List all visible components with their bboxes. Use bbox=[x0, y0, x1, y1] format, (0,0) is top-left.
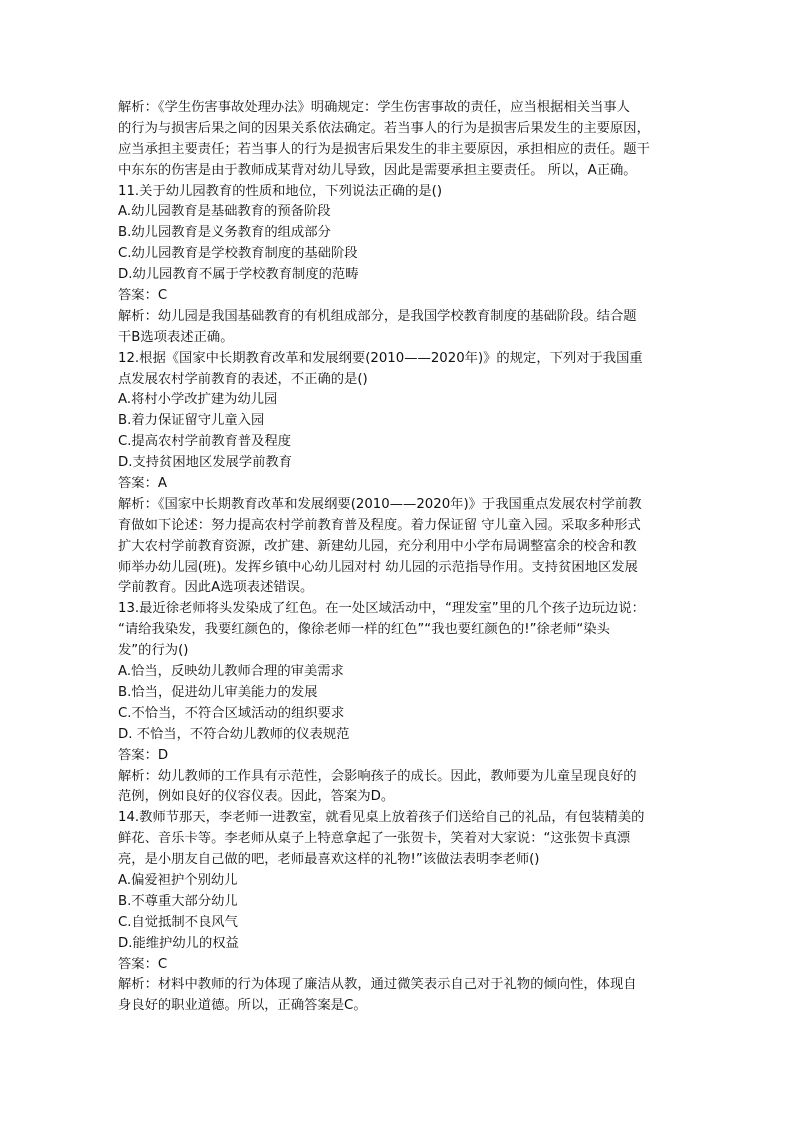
question-11-analysis-line-2: 干B选项表述正确。 bbox=[118, 329, 234, 345]
question-12-analysis-line-5: 学前教育。因此A选项表述错误。 bbox=[118, 580, 314, 596]
question-14-stem-line-2: 鲜花、音乐卡等。李老师从桌子上特意拿起了一张贺卡，笑着对大家说：“这张贺卡真漂 bbox=[118, 831, 631, 847]
analysis-q10-line-1: 解析：《学生伤害事故处理办法》明确规定：学生伤害事故的责任，应当根据相关当事人 bbox=[118, 100, 630, 115]
question-13-option-b: B.恰当，促进幼儿审美能力的发展 bbox=[118, 684, 318, 700]
question-13-stem-line-2: “请给我染发，我要红颜色的，像徐老师一样的红色”“我也要红颜色的!”徐老师“染头 bbox=[118, 622, 610, 638]
question-12-analysis-line-2: 育做如下论述：努力提高农村学前教育普及程度。着力保证留 守儿童入园。采取多种形式 bbox=[118, 517, 641, 533]
analysis-q10-line-2: 的行为与损害后果之间的因果关系依法确定。若当事人的行为是损害后果发生的主要原因， bbox=[118, 120, 650, 136]
question-12-stem-line-1: 12.根据《国家中长期教育改革和发展纲要(2010——2020年)》的规定，下列对于我国重 bbox=[118, 350, 643, 366]
question-12-option-a: A.将村小学改扩建为幼儿园 bbox=[118, 392, 278, 408]
question-14-option-b: B.不尊重大部分幼儿 bbox=[118, 893, 238, 909]
question-11-answer: 答案：C bbox=[118, 288, 168, 304]
question-11-option-d: D.幼儿园教育不属于学校教育制度的范畴 bbox=[118, 267, 359, 283]
question-12-option-d: D.支持贫困地区发展学前教育 bbox=[118, 455, 293, 471]
question-12-stem-line-2: 点发展农村学前教育的表述，不正确的是() bbox=[118, 371, 368, 387]
question-13-answer: 答案：D bbox=[118, 747, 169, 763]
analysis-q10-line-4: 中东东的伤害是由于教师成某背对幼儿导致，因此是需要承担主要责任。 所以，A正确。 bbox=[118, 162, 637, 178]
question-11-option-c: C.幼儿园教育是学校教育制度的基础阶段 bbox=[118, 246, 358, 262]
question-12-option-c: C.提高农村学前教育普及程度 bbox=[118, 434, 292, 450]
question-11-option-b: B.幼儿园教育是义务教育的组成部分 bbox=[118, 225, 331, 241]
question-12-answer: 答案：A bbox=[118, 476, 167, 492]
question-12-analysis-line-3: 扩大农村学前教育资源，改扩建、新建幼儿园，充分利用中小学布局调整富余的校舍和教 bbox=[118, 538, 637, 554]
question-14-option-a: A.偏爱袒护个别幼儿 bbox=[118, 872, 238, 888]
question-12-analysis-line-4: 师举办幼儿园(班)。发挥乡镇中心幼儿园对村 幼儿园的示范指导作用。支持贫困地区发展 bbox=[118, 559, 638, 575]
question-14-stem-line-3: 亮，是小朋友自己做的吧，老师最喜欢这样的礼物!”该做法表明李老师() bbox=[118, 852, 540, 868]
question-11-analysis-line-1: 解析：幼儿园是我国基础教育的有机组成部分，是我国学校教育制度的基础阶段。结合题 bbox=[118, 308, 637, 324]
question-12-analysis-line-1: 解析：《国家中长期教育改革和发展纲要(2010——2020年)》于我国重点发展农村学前教 bbox=[118, 496, 642, 512]
question-13-stem-line-1: 13.最近徐老师将头发染成了红色。在一处区域活动中，“理发室”里的几个孩子边玩边说： bbox=[118, 601, 645, 617]
question-14-answer: 答案：C bbox=[118, 956, 168, 972]
question-13-stem-line-3: 发”的行为() bbox=[118, 643, 189, 659]
question-13-option-a: A.恰当，反映幼儿教师合理的审美需求 bbox=[118, 664, 344, 680]
question-13-analysis-line-1: 解析：幼儿教师的工作具有示范性，会影响孩子的成长。因此，教师要为儿童呈现良好的 bbox=[118, 768, 637, 784]
document-body bbox=[118, 98, 678, 1017]
question-14-stem-line-1: 14.教师节那天，李老师一进教室，就看见桌上放着孩子们送给自己的礼品，有包装精美的 bbox=[118, 810, 645, 826]
question-11-option-a: A.幼儿园教育是基础教育的预备阶段 bbox=[118, 204, 331, 220]
question-14-option-d: D.能维护幼儿的权益 bbox=[118, 935, 239, 951]
analysis-q10-line-3: 应当承担主要责任；若当事人的行为是损害后果发生的非主要原因，承担相应的责任。题干 bbox=[118, 141, 650, 157]
question-12-option-b: B.着力保证留守儿童入园 bbox=[118, 413, 265, 429]
question-13-option-c: C.不恰当，不符合区域活动的组织要求 bbox=[118, 705, 345, 721]
question-13-option-d: D. 不恰当，不符合幼儿教师的仪表规范 bbox=[118, 726, 350, 742]
question-11-stem: 11.关于幼儿园教育的性质和地位，下列说法正确的是() bbox=[118, 183, 443, 199]
question-13-analysis-line-2: 范例，例如良好的仪容仪表。因此，答案为D。 bbox=[118, 789, 395, 805]
question-14-analysis-line-2: 身良好的职业道德。所以，正确答案是C。 bbox=[118, 998, 367, 1014]
question-14-option-c: C.自觉抵制不良风气 bbox=[118, 914, 238, 930]
question-14-analysis-line-1: 解析：材料中教师的行为体现了廉洁从教，通过微笑表示自己对于礼物的倾向性，体现自 bbox=[118, 977, 637, 993]
